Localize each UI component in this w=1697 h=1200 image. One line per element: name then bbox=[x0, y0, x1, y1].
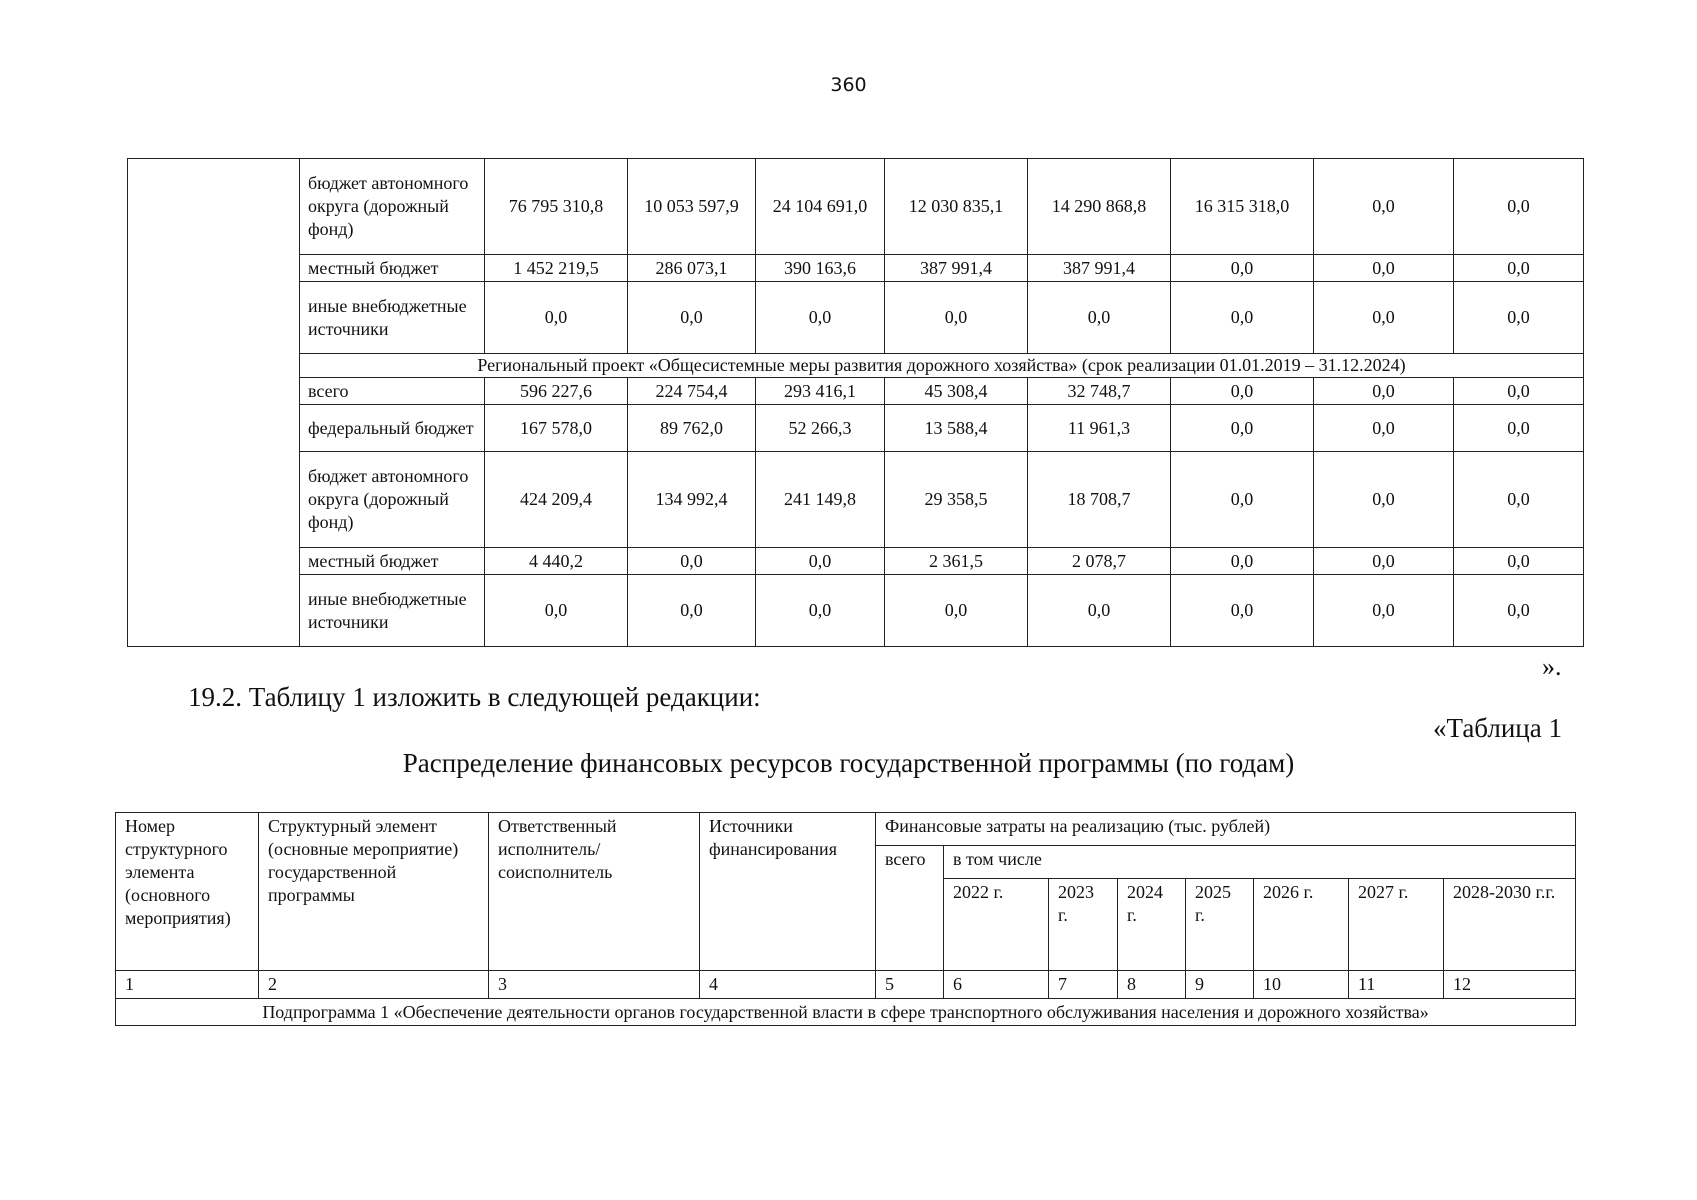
value-cell: 0,0 bbox=[1314, 575, 1454, 647]
value-cell: 0,0 bbox=[1171, 548, 1314, 575]
header-year: 2028-2030 г.г. bbox=[1444, 879, 1576, 971]
value-cell: 0,0 bbox=[485, 282, 628, 354]
header-financial-costs: Финансовые затраты на реализацию (тыс. рублей) bbox=[876, 813, 1576, 846]
column-number: 8 bbox=[1118, 971, 1186, 999]
value-cell: 0,0 bbox=[1454, 255, 1584, 282]
value-cell: 0,0 bbox=[628, 282, 756, 354]
value-cell: 390 163,6 bbox=[756, 255, 885, 282]
value-cell: 24 104 691,0 bbox=[756, 159, 885, 255]
column-number: 7 bbox=[1049, 971, 1118, 999]
value-cell: 0,0 bbox=[756, 282, 885, 354]
empty-number-cell bbox=[128, 159, 300, 647]
value-cell: 293 416,1 bbox=[756, 378, 885, 405]
value-cell: 45 308,4 bbox=[885, 378, 1028, 405]
continuation-table-body bbox=[128, 159, 1584, 647]
header-total: всего bbox=[876, 846, 944, 971]
value-cell: 0,0 bbox=[1454, 452, 1584, 548]
regional-project-title: Региональный проект «Общесистемные меры развития дорожного хозяйства» (срок реализации 01.01.2019 – 31.12.2024) bbox=[300, 354, 1584, 378]
value-cell: 0,0 bbox=[1171, 452, 1314, 548]
value-cell: 0,0 bbox=[1171, 575, 1314, 647]
value-cell: 0,0 bbox=[1171, 255, 1314, 282]
value-cell: 596 227,6 bbox=[485, 378, 628, 405]
page-number: 360 bbox=[830, 74, 867, 96]
value-cell: 0,0 bbox=[1314, 378, 1454, 405]
financial-resources-table bbox=[115, 812, 1576, 1026]
value-cell: 387 991,4 bbox=[1028, 255, 1171, 282]
value-cell: 16 315 318,0 bbox=[1171, 159, 1314, 255]
row-label: иные внебюджетные источники bbox=[300, 575, 485, 647]
value-cell: 0,0 bbox=[1314, 159, 1454, 255]
value-cell: 0,0 bbox=[756, 548, 885, 575]
header-year: 2027 г. bbox=[1349, 879, 1444, 971]
value-cell: 424 209,4 bbox=[485, 452, 628, 548]
table-row bbox=[128, 159, 1584, 255]
value-cell: 0,0 bbox=[1314, 548, 1454, 575]
value-cell: 241 149,8 bbox=[756, 452, 885, 548]
value-cell: 32 748,7 bbox=[1028, 378, 1171, 405]
value-cell: 0,0 bbox=[885, 575, 1028, 647]
value-cell: 2 361,5 bbox=[885, 548, 1028, 575]
row-label: федеральный бюджет bbox=[300, 405, 485, 452]
value-cell: 0,0 bbox=[1454, 548, 1584, 575]
value-cell: 13 588,4 bbox=[885, 405, 1028, 452]
value-cell: 0,0 bbox=[1454, 159, 1584, 255]
row-label: местный бюджет bbox=[300, 255, 485, 282]
value-cell: 11 961,3 bbox=[1028, 405, 1171, 452]
table-row bbox=[128, 575, 1584, 647]
column-number: 11 bbox=[1349, 971, 1444, 999]
table-row bbox=[128, 378, 1584, 405]
value-cell: 12 030 835,1 bbox=[885, 159, 1028, 255]
value-cell: 18 708,7 bbox=[1028, 452, 1171, 548]
value-cell: 0,0 bbox=[756, 575, 885, 647]
value-cell: 0,0 bbox=[1028, 575, 1171, 647]
table-row bbox=[128, 452, 1584, 548]
value-cell: 0,0 bbox=[1314, 282, 1454, 354]
header-responsible: Ответственный исполнитель/ соисполнитель bbox=[489, 813, 700, 971]
table-caption: «Таблица 1 bbox=[1433, 713, 1562, 743]
table-row bbox=[128, 255, 1584, 282]
value-cell: 286 073,1 bbox=[628, 255, 756, 282]
value-cell: 76 795 310,8 bbox=[485, 159, 628, 255]
project-row bbox=[128, 354, 1584, 378]
value-cell: 4 440,2 bbox=[485, 548, 628, 575]
column-number: 5 bbox=[876, 971, 944, 999]
section-heading: 19.2. Таблицу 1 изложить в следующей редакции: bbox=[188, 682, 761, 712]
value-cell: 0,0 bbox=[628, 575, 756, 647]
value-cell: 0,0 bbox=[885, 282, 1028, 354]
value-cell: 89 762,0 bbox=[628, 405, 756, 452]
value-cell: 10 053 597,9 bbox=[628, 159, 756, 255]
value-cell: 52 266,3 bbox=[756, 405, 885, 452]
column-number: 4 bbox=[700, 971, 876, 999]
value-cell: 14 290 868,8 bbox=[1028, 159, 1171, 255]
value-cell: 167 578,0 bbox=[485, 405, 628, 452]
table-row bbox=[128, 282, 1584, 354]
row-label: бюджет автономного округа (дорожный фонд) bbox=[300, 452, 485, 548]
header-funding-sources: Источники финансирования bbox=[700, 813, 876, 971]
header-year: 2026 г. bbox=[1254, 879, 1349, 971]
value-cell: 0,0 bbox=[628, 548, 756, 575]
value-cell: 0,0 bbox=[1454, 405, 1584, 452]
value-cell: 0,0 bbox=[1454, 282, 1584, 354]
header-year: 2024 г. bbox=[1118, 879, 1186, 971]
value-cell: 0,0 bbox=[1171, 378, 1314, 405]
value-cell: 0,0 bbox=[1454, 378, 1584, 405]
value-cell: 1 452 219,5 bbox=[485, 255, 628, 282]
value-cell: 29 358,5 bbox=[885, 452, 1028, 548]
value-cell: 0,0 bbox=[1314, 255, 1454, 282]
header-year: 2022 г. bbox=[944, 879, 1049, 971]
table-row bbox=[128, 405, 1584, 452]
header-year: 2023 г. bbox=[1049, 879, 1118, 971]
column-number: 10 bbox=[1254, 971, 1349, 999]
value-cell: 0,0 bbox=[1314, 452, 1454, 548]
value-cell: 0,0 bbox=[1171, 405, 1314, 452]
row-label: бюджет автономного округа (дорожный фонд) bbox=[300, 159, 485, 255]
row-label: всего bbox=[300, 378, 485, 405]
table-row bbox=[128, 548, 1584, 575]
header-including: в том числе bbox=[944, 846, 1576, 879]
value-cell: 0,0 bbox=[485, 575, 628, 647]
value-cell: 0,0 bbox=[1454, 575, 1584, 647]
header-structure-number: Номер структурного элемента (основного мероприятия) bbox=[116, 813, 259, 971]
continuation-table bbox=[127, 158, 1584, 647]
value-cell: 2 078,7 bbox=[1028, 548, 1171, 575]
column-number: 6 bbox=[944, 971, 1049, 999]
value-cell: 0,0 bbox=[1171, 282, 1314, 354]
value-cell: 0,0 bbox=[1028, 282, 1171, 354]
closing-quote: ». bbox=[1542, 652, 1562, 681]
column-number: 1 bbox=[116, 971, 259, 999]
column-number: 9 bbox=[1186, 971, 1254, 999]
column-number: 2 bbox=[259, 971, 489, 999]
column-number: 12 bbox=[1444, 971, 1576, 999]
row-label: иные внебюджетные источники bbox=[300, 282, 485, 354]
row-label: местный бюджет bbox=[300, 548, 485, 575]
header-year: 2025 г. bbox=[1186, 879, 1254, 971]
subprogram-row: Подпрограмма 1 «Обеспечение деятельности органов государственной власти в сфере транспортного обслуживания населения и дорожного хозяйства» bbox=[116, 999, 1576, 1026]
value-cell: 134 992,4 bbox=[628, 452, 756, 548]
value-cell: 0,0 bbox=[1314, 405, 1454, 452]
table-title: Распределение финансовых ресурсов государственной программы (по годам) bbox=[402, 748, 1295, 778]
value-cell: 387 991,4 bbox=[885, 255, 1028, 282]
value-cell: 224 754,4 bbox=[628, 378, 756, 405]
header-structure-element: Структурный элемент (основные мероприятие) государственной программы bbox=[259, 813, 489, 971]
column-number: 3 bbox=[489, 971, 700, 999]
